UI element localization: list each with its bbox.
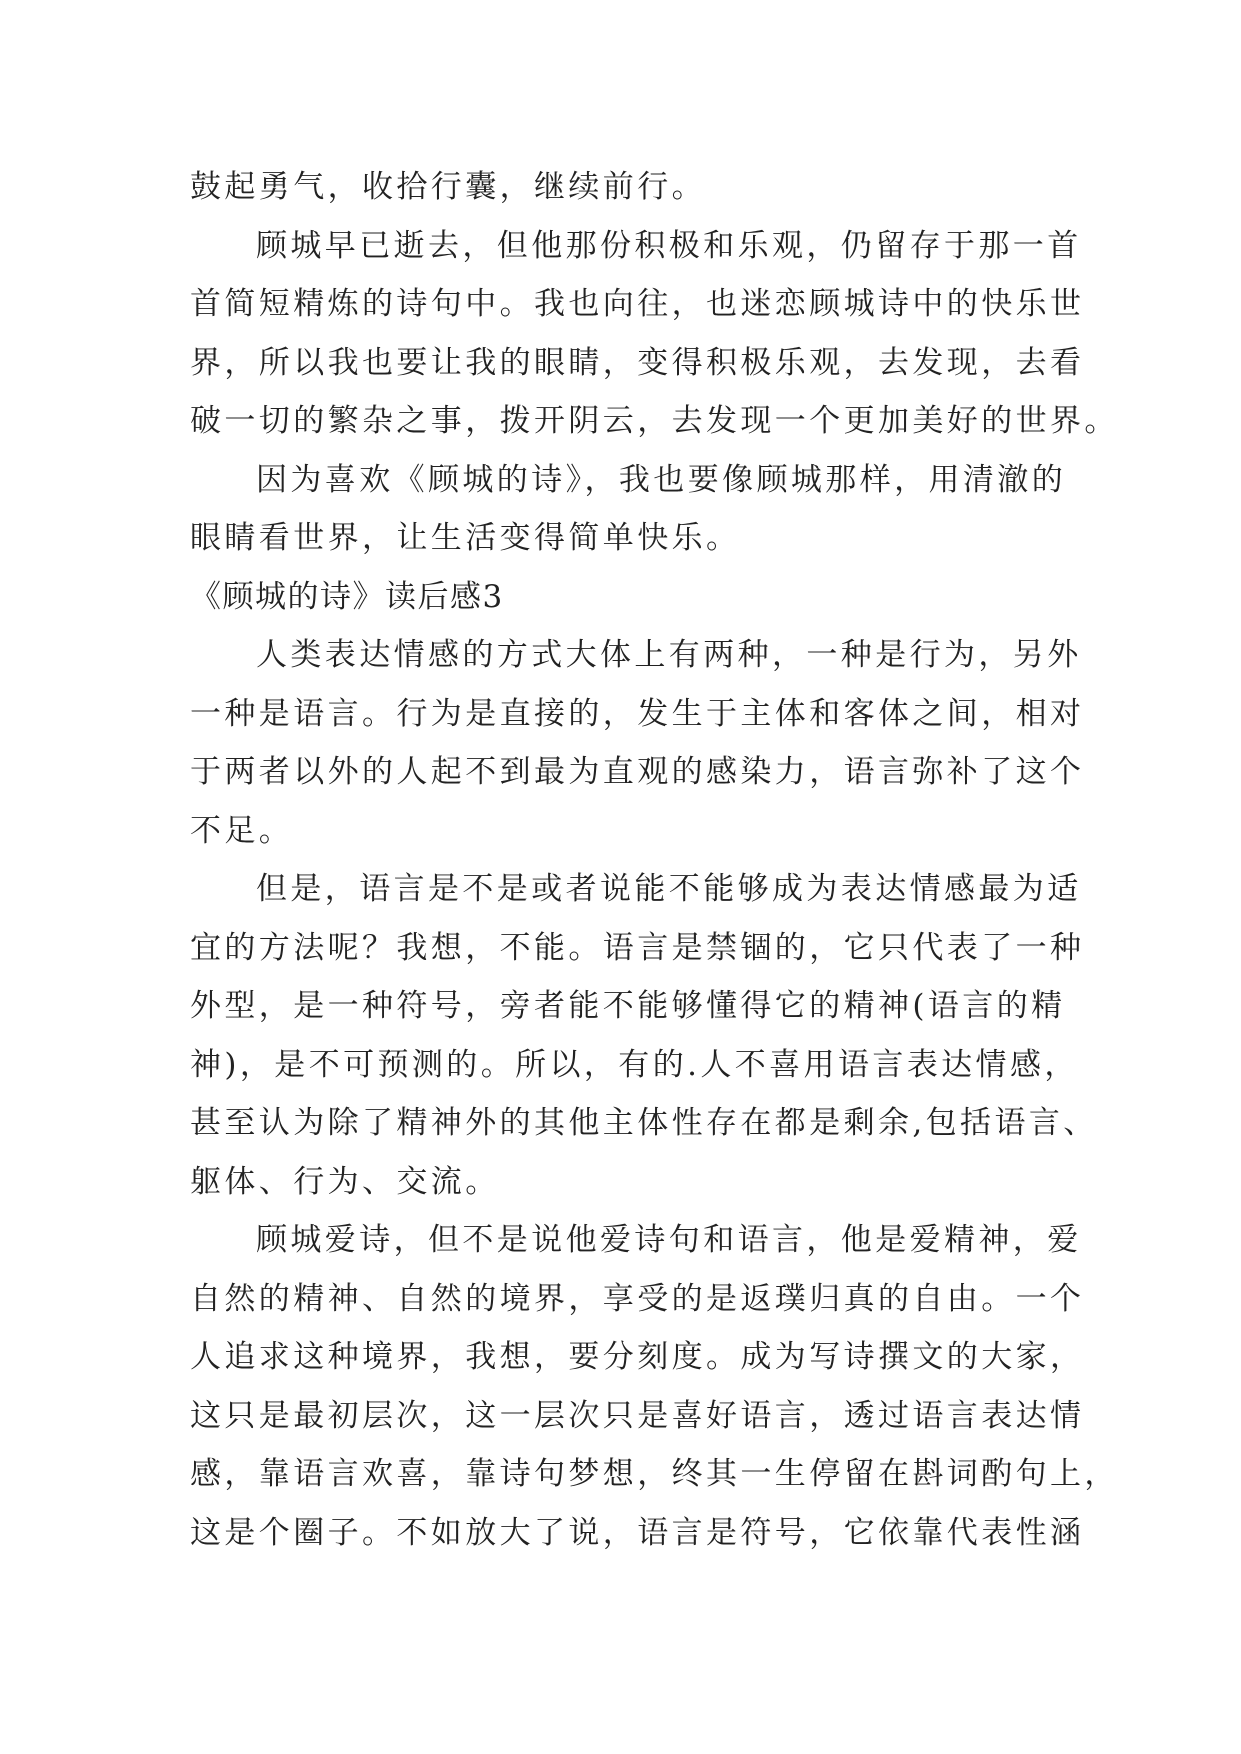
text-line: 甚至认为除了精神外的其他主体性存在都是剩余,包括语言、 <box>190 1105 1098 1141</box>
paragraph-start-line: 因为喜欢《顾城的诗》，我也要像顾城那样，用清澈的 <box>256 461 1067 498</box>
text-line: 这只是最初层次，这一层次只是喜好语言，透过语言表达情 <box>190 1397 1085 1434</box>
text-line: 眼睛看世界，让生活变得简单快乐。 <box>190 520 741 556</box>
text-line: 一种是语言。行为是直接的，发生于主体和客体之间，相对 <box>190 695 1085 732</box>
text-line: 人追求这种境界，我想，要分刻度。成为写诗撰文的大家， <box>190 1339 1085 1375</box>
text-line: 外型，是一种符号，旁者能不能够懂得它的精神(语言的精 <box>190 988 1066 1024</box>
text-line: 神)，是不可预测的。所以，有的.人不喜用语言表达情感， <box>190 1046 1079 1083</box>
document-body <box>190 158 1119 1562</box>
paragraph-start-line: 但是，语言是不是或者说能不能够成为表达情感最为适 <box>256 871 1082 907</box>
paragraph-start-line: 顾城早已逝去，但他那份积极和乐观，仍留存于那一首 <box>256 227 1082 264</box>
text-line: 躯体、行为、交流。 <box>190 1163 500 1200</box>
text-line: 自然的精神、自然的境界，享受的是返璞归真的自由。一个 <box>190 1280 1085 1317</box>
text-line: 这是个圈子。不如放大了说，语言是符号，它依靠代表性涵 <box>190 1514 1085 1551</box>
text-line: 不足。 <box>190 812 294 849</box>
text-line: 感，靠语言欢喜，靠诗句梦想，终其一生停留在斟词酌句上， <box>190 1456 1119 1492</box>
paragraph-start-line: 人类表达情感的方式大体上有两种，一种是行为，另外 <box>256 637 1082 673</box>
text-line: 宜的方法呢？我想，不能。语言是禁锢的，它只代表了一种 <box>190 929 1085 966</box>
section-heading: 《顾城的诗》读后感3 <box>190 578 504 615</box>
text-line: 界，所以我也要让我的眼睛，变得积极乐观，去发现，去看 <box>190 344 1085 381</box>
paragraph-start-line: 顾城爱诗，但不是说他爱诗句和语言，他是爱精神，爱 <box>256 1222 1082 1258</box>
text-line: 于两者以外的人起不到最为直观的感染力，语言弥补了这个 <box>190 754 1085 790</box>
text-line: 鼓起勇气，收拾行囊，继续前行。 <box>190 169 706 205</box>
text-line: 破一切的繁杂之事，拨开阴云，去发现一个更加美好的世界。 <box>190 403 1119 439</box>
text-line: 首简短精炼的诗句中。我也向往，也迷恋顾城诗中的快乐世 <box>190 286 1085 322</box>
